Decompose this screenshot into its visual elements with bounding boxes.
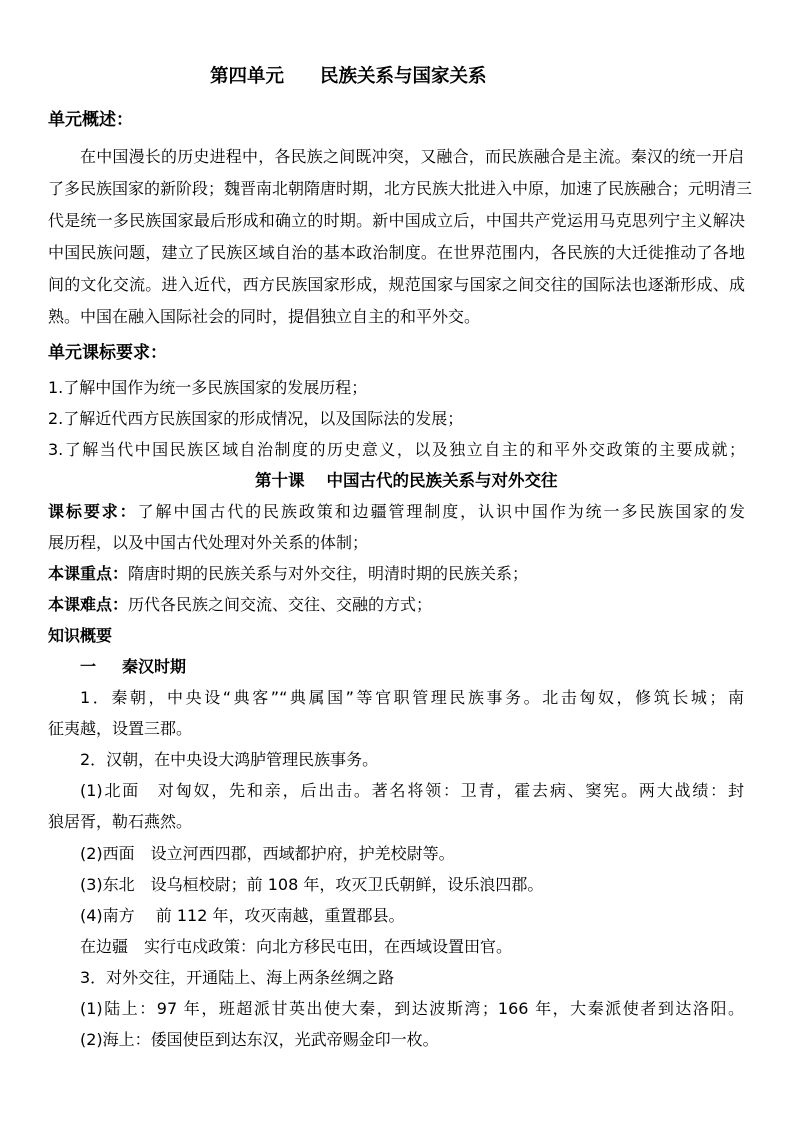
- course-standard-text: 了解中国古代的民族政策和边疆管理制度，认识中国作为统一多民族国家的发: [137, 502, 745, 521]
- requirement-item: 1.了解中国作为统一多民族国家的发展历程；: [48, 378, 368, 397]
- key-point: [48, 564, 748, 584]
- content-line: (1)陆上：97 年，班超派甘英出使大秦，到达波斯湾；166 年，大秦派使者到达洛阳。: [80, 999, 744, 1018]
- section-heading: [80, 657, 186, 677]
- course-standard-label: 课标要求：: [48, 502, 138, 521]
- section-number: 一: [80, 657, 97, 676]
- difficulty: [48, 595, 748, 615]
- requirement-item: 3.了解当代中国民族区域自治制度的历史意义，以及独立自主的和平外交政策的主要成就；: [48, 440, 745, 459]
- content-line: (2)海上：倭国使臣到达东汉，光武帝赐金印一枚。: [80, 1030, 439, 1049]
- content-line: 狼居胥，勒石燕然。: [48, 812, 193, 831]
- unit-name: 民族关系与国家关系: [320, 66, 487, 87]
- content-line: 在边疆 实行屯戍政策：向北方移民屯田，在西域设置田官。: [80, 937, 513, 956]
- key-point-label: 本课重点：: [48, 564, 129, 583]
- content-line: 1．秦朝，中央设“典客”“典属国”等官职管理民族事务。北击匈奴，修筑长城；南: [80, 688, 744, 707]
- overview-line: 间的文化交流。进入近代，西方民族国家形成，规范国家与国家之间交往的国际法也逐渐形成、成: [48, 275, 745, 294]
- overview-line: 中国民族问题，建立了民族区域自治的基本政治制度。在世界范围内，各民族的大迁徙推动了各地: [48, 243, 745, 262]
- overview-line: 代是统一多民族国家最后形成和确立的时期。新中国成立后，中国共产党运用马克思列宁主义解决: [48, 211, 745, 230]
- difficulty-label: 本课难点：: [48, 595, 129, 614]
- content-line: (3)东北 设乌桓校尉；前 108 年，攻灭卫氏朝鲜，设乐浪四郡。: [80, 875, 544, 894]
- key-point-text: 隋唐时期的民族关系与对外交往，明清时期的民族关系；: [128, 564, 529, 583]
- unit-number: 第四单元: [210, 66, 285, 87]
- content-line: (1)北面 对匈奴，先和亲，后出击。著名将领：卫青，霍去病、窦宪。两大战绩：封: [80, 781, 744, 800]
- course-standard: [48, 502, 745, 522]
- unit-title: [210, 67, 487, 87]
- overview-line: 熟。中国在融入国际社会的同时，提倡独立自主的和平外交。: [48, 307, 481, 326]
- summary-heading: 知识概要: [48, 626, 113, 645]
- overview-line: 在中国漫长的历史进程中，各民族之间既冲突，又融合，而民族融合是主流。秦汉的统一开启: [80, 147, 744, 166]
- overview-heading: 单元概述：: [48, 110, 133, 130]
- content-line: 征夷越，设置三郡。: [48, 719, 193, 738]
- content-line: 2．汉朝，在中央设大鸿胪管理民族事务。: [80, 750, 379, 769]
- requirement-item: 2.了解近代西方民族国家的形成情况，以及国际法的发展；: [48, 409, 464, 428]
- lesson-title: [255, 471, 558, 491]
- content-line: 3．对外交往，开通陆上、海上两条丝绸之路: [80, 968, 395, 987]
- course-standard-cont: 展历程，以及中国古代处理对外关系的体制；: [48, 533, 369, 552]
- content-line: (2)西面 设立河西四郡，西域都护府，护羌校尉等。: [80, 844, 455, 863]
- requirements-heading: 单元课标要求：: [48, 343, 167, 363]
- lesson-number: 第十课: [255, 471, 305, 490]
- difficulty-text: 历代各民族之间交流、交往、交融的方式；: [128, 595, 433, 614]
- lesson-name: 中国古代的民族关系与对外交往: [326, 471, 558, 490]
- content-line: (4)南方 前 112 年，攻灭南越，重置郡县。: [80, 906, 405, 925]
- section-title: 秦汉时期: [122, 657, 187, 676]
- overview-line: 了多民族国家的新阶段；魏晋南北朝隋唐时期，北方民族大批进入中原，加速了民族融合；元明清三: [48, 179, 753, 198]
